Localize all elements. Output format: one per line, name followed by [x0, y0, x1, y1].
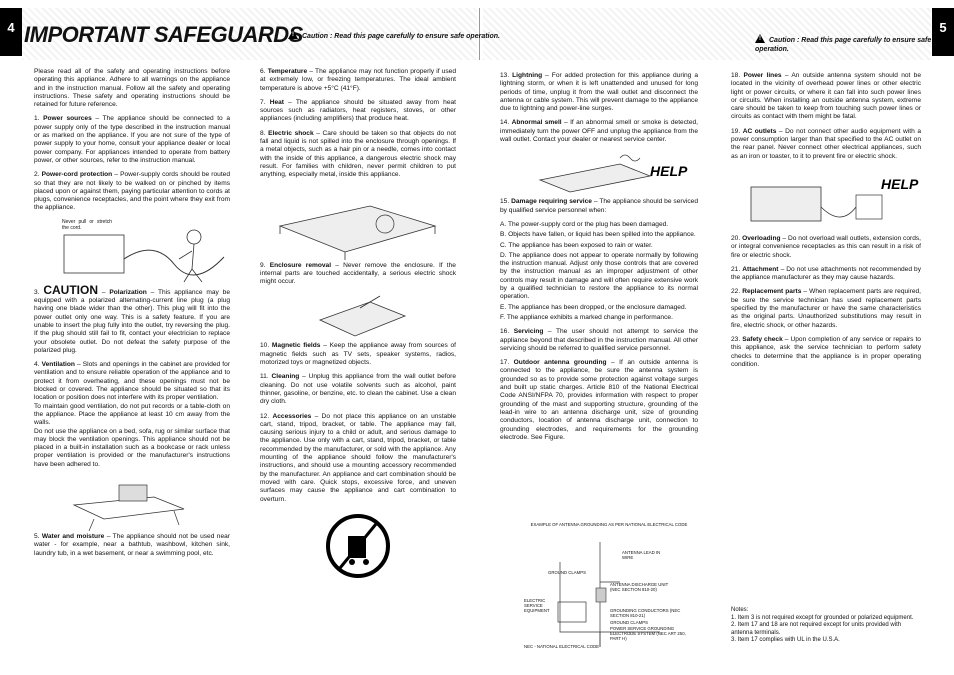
safeguard-item: 7. Heat – The appliance should be situated away from heat sources such as radiators, heat registers, stoves, or other appliances (including amplifiers) that produce heat. [260, 98, 456, 123]
note-item: 2. Item 17 and 18 are not required except for units provided with antenna terminals. [731, 622, 902, 636]
subitem: E. The appliance has been dropped, or the enclosure damaged. [500, 303, 687, 311]
safeguard-item: 9. Enclosure removal – Never remove the enclosure. If the internal parts are touched accidentally, a serious electric shock might occur. [260, 261, 456, 286]
label-ground-clamp: GROUND CLAMPS [548, 570, 586, 575]
safeguard-item: 20. Overloading – Do not overload wall outlets, extension cords, or integral convenience receptacles as this can result in a risk of fire or electric shock. [731, 234, 921, 259]
safeguard-item: 4. Ventilation – Slots and openings in the cabinet are provided for ventilation and to ensure reliable operation of the appliance and to protect it from overheating, and these openings must not be blocked or covered. The appliance should be situated so that its location or position does not interfere with its proper ventilation. To maintain good ventilation, do not put records or a table-cloth on the appliance. Place the appliance at least 10 cm away from the walls. Do not use the appliance on a bed, sofa, rug or similar surface that may block the ventilation openings. This appliance should not be placed in a built-in installation such as a bookcase or rack unless proper ventilation is provided or the manufacturer's instructions have been adhered to. [34, 361, 230, 468]
safeguard-item: 17. Outdoor antenna grounding – If an outside antenna is connected to the appliance, be sure the antenna system is grounded so as to provide some protection against voltage surges and built up static charges. Article 810 of the National Electrical Code ANSI/NFPA 70, provides information with respect to proper grounding of the mast and supporting structure, grounding of the lead-in wire to an antenna discharge unit, size of grounding conductors, location of antenna discharge unit, connection to grounding electrodes, and requirements for the grounding electrode. See Figure. [500, 359, 698, 441]
caution-heading-left [288, 30, 500, 41]
safeguard-item: 6. Temperature – The appliance may not function properly if used at extremely low, or freezing temperatures. The ideal ambient temperature is above +5°C (41°F). [260, 68, 456, 92]
safeguard-item: 12. Accessories – Do not place this appliance on an unstable cart, stand, tripod, bracket, or table. The appliance may fall, causing serious injury to a child or adult, and serious damage to the appliance. Use only with a cart, stand, tripod, bracket, or table recommended by the manufacturer, or sold with the appliance. Any mounting of the appliance should follow the manufacturer's instructions, and should use a mounting accessory recommended by the manufacturer. An appliance and cart combination should be moved with care. Quick stops, excessive force, and uneven surfaces may cause the appliance and cart combination to overturn. [260, 412, 456, 503]
antenna-grounding-diagram [510, 522, 700, 652]
cart-warning-icon [260, 510, 456, 582]
subitem: B. Objects have fallen, or liquid has been spilled into the appliance. [500, 231, 696, 239]
warning-triangle-icon [288, 30, 298, 39]
label-discharge-unit: ANTENNA DISCHARGE UNIT (NEC SECTION 810-20) [610, 582, 669, 592]
column-3 [500, 72, 698, 448]
safeguard-item: 16. Servicing – The user should not attempt to service the appliance beyond that described in the instruction manual. All other servicing should be referred to qualified service personnel. [500, 328, 698, 352]
cord-caption: Never pull or stretch the cord. [62, 218, 112, 231]
subitem: F. The appliance exhibits a marked change in performance. [500, 313, 673, 321]
safeguard-item: 5. Water and moisture – The appliance should not be used near water - for example, near a bathtub, washbowl, kitchen sink, laundry tub, in a wet basement, or near a swimming pool, etc. [34, 532, 230, 557]
label-electrode-system: POWER SERVICE GROUNDING ELECTRODE SYSTEM (NEC ART 250, PART H) [610, 626, 686, 641]
safeguard-item: 1. Power sources – The appliance should be connected to a power supply only of the type described in the instruction manual or as marked on the appliance. If you are not sure of the type of power supply to your home, consult your appliance dealer or local power company. For appliances intended to operate from battery power, or other sources, refer to the instruction manual. [34, 115, 230, 164]
caution-prefix: Caution : [769, 37, 800, 44]
subitem: A. The power-supply cord or the plug has been damaged. [500, 220, 669, 228]
ground-diagram-title: EXAMPLE OF ANTENNA GROUNDING AS PER NATIONAL ELECTRICAL CODE [530, 522, 688, 527]
enclosure-illustration [260, 292, 456, 342]
safeguard-item: 3. CAUTION – Polarization – This appliance may be equipped with a polarized alternating-current line plug (a plug having one blade wider than the other). This plug will fit into the power outlet only one way. This is a safety feature. If you are unable to insert the plug fully into the outlet, try reversing the plug. If the plug should still fail to fit, contact your electrician to replace your obsolete outlet. Do not defeat the safety purpose of the polarized plug. [34, 282, 230, 354]
ventilation-illustration [34, 475, 230, 533]
caution-text: Read this page carefully to ensure safe operation. [334, 33, 500, 40]
safeguard-item: 14. Abnormal smell – If an abnormal smell or smoke is detected, immediately turn the power OFF and unplug the appliance from the wall outlet. Contact your dealer or nearest service center. [500, 119, 698, 144]
column-1 [34, 68, 230, 564]
safeguard-item: 11. Cleaning – Unplug this appliance from the wall outlet before cleaning. Do not use volatile solvents such as alcohol, paint thinner, gasoline, or benzine, etc. to clean the cabinet. Use a clean dry cloth. [260, 373, 456, 406]
electric-shock-illustration [260, 186, 456, 262]
label-ground-clamp-2: GROUND CLAMPS [610, 620, 648, 625]
caution-prefix: Caution : [302, 33, 333, 40]
page-number-right: 5 [932, 8, 954, 56]
warning-triangle-icon [755, 34, 765, 43]
notes-section [731, 607, 921, 645]
note-item: 1. Item 3 is not required except for grounded or polarized equipment. [731, 614, 914, 621]
safeguard-item: 18. Power lines – An outside antenna system should not be located in the vicinity of overhead power lines or other electric light or power circuits, or where it can fall into such power lines or circuits. When installing an outside antenna system, extreme care should be taken to keep from touching such power lines or circuits as contact with them might be fatal. [731, 72, 921, 121]
cord-illustration [34, 219, 230, 283]
caution-heading-right [755, 34, 954, 54]
help-text: HELP [881, 175, 919, 192]
note-item: 3. Item 17 complies with UL in the U.S.A. [731, 637, 840, 644]
page-title: IMPORTANT SAFEGUARDS [24, 22, 303, 47]
safeguard-item: 8. Electric shock – Care should be taken so that objects do not fall and liquid is not spilled into the enclosure through openings. If a metal objects, such as a hair pin or a needle, comes into contact with the inside of this appliance, a dangerous electric shock may result. For families with children, never permit children to put anything, especially metal, inside this appliance. [260, 129, 456, 179]
safeguard-item: 15. Damage requiring service – The appliance should be serviced by qualified service personnel when: [500, 198, 698, 214]
label-service-equipment: ELECTRIC SERVICE EQUIPMENT [524, 598, 550, 613]
safeguard-item: 19. AC outlets – Do not connect other audio equipment with a power consumption larger than that specified to the AC outlet on the rear panel. Never connect other electrical appliances, such as an iron or toaster, to it to prevent fire or electric shock. [731, 127, 921, 160]
label-nec: NEC - NATIONAL ELECTRICAL CODE [524, 644, 600, 649]
safeguard-item: 13. Lightning – For added protection for this appliance during a lightning storm, or when it is left unattended and unused for long periods of time, unplug it from the wall outlet and disconnect the antenna or cable system. This will prevent damage to the appliance due to lightning and power-line surges. [500, 72, 698, 113]
safeguard-item: 2. Power-cord protection – Power-supply cords should be routed so that they are not likely to be walked on or pinched by items placed upon or against them, paying particular attention to cords at plugs, convenience receptacles, and the point where they exit from the appliance. [34, 171, 230, 212]
intro-paragraph: Please read all of the safety and operating instructions before operating this appliance. Adhere to all warnings on the appliance and in the instruction manual. Follow all the safety and operating instructions. These safety and operating instructions should be retained for future reference. [34, 68, 230, 109]
caution-text: Read this page carefully to ensure safe operation. [755, 37, 932, 53]
help-text: HELP [650, 163, 688, 180]
safeguard-item: 21. Attachment – Do not use attachments not recommended by the appliance manufacturer as they may cause hazards. [731, 265, 921, 282]
smell-illustration [500, 150, 698, 198]
label-conductors: GROUNDING CONDUCTORS (NEC SECTION 810-21) [610, 608, 681, 618]
subitem: C. The appliance has been exposed to rain or water. [500, 241, 653, 249]
safeguard-item: 10. Magnetic fields – Keep the appliance away from sources of magnetic fields such as TV sets, speaker systems, radios, motorized toys or magnetized objects. [260, 342, 456, 367]
safeguard-item: 22. Replacement parts – When replacement parts are required, be sure the service technician has used replacement parts specified by the manufacturer or have the same characteristics as the original parts. Unauthorized substitutions may result in fire, electric shock, or other hazards. [731, 288, 921, 329]
column-4 [731, 72, 921, 375]
outlet-illustration [731, 167, 921, 235]
page-number-left: 4 [0, 8, 22, 56]
subitem: D. The appliance does not appear to operate normally by following the instruction manual. Adjust only those controls that are covered by the instruction manual as an improper adjustment of other controls may result in damage and will often require extensive work by a qualified technician to restore the appliance to its normal operation. [500, 251, 698, 301]
label-antenna: ANTENNA LEAD IN WIRE [622, 550, 661, 560]
safeguard-item: 23. Safety check – Upon completion of any service or repairs to this appliance, ask the service technician to perform safety checks to determine that the appliance is in proper operating condition. [731, 335, 921, 368]
notes-title: Notes: [731, 607, 749, 613]
column-2 [260, 68, 456, 582]
